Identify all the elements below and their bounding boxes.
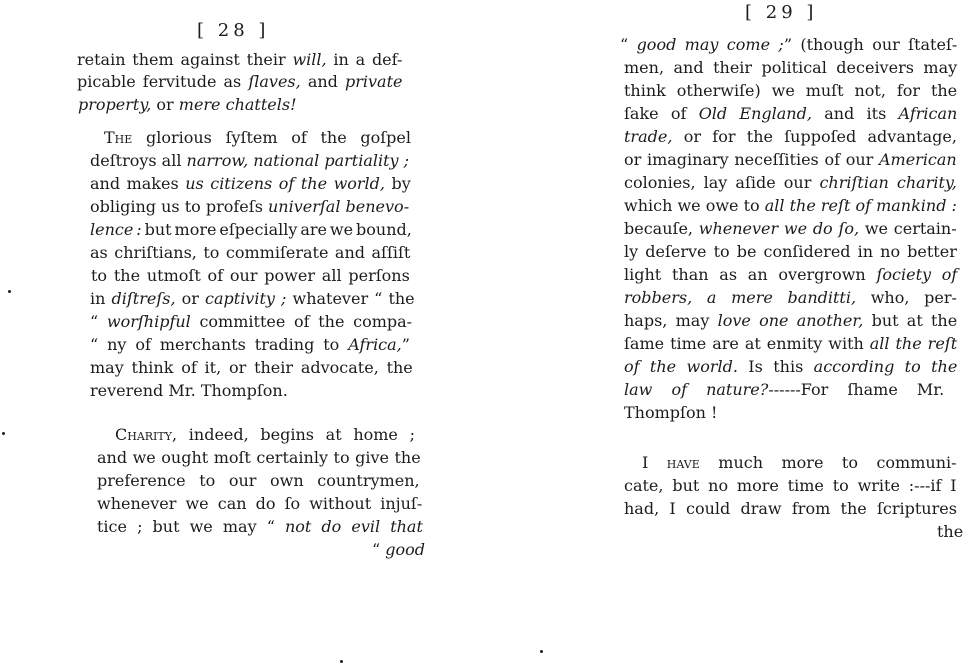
text-run: good — [385, 540, 426, 559]
text-line — [620, 33, 957, 57]
text-line — [97, 492, 422, 516]
page-number: [ 29 ] — [745, 2, 818, 23]
text-run: ſlaves, — [248, 72, 301, 91]
text-run: trade, — [624, 127, 673, 146]
text-line — [77, 48, 402, 72]
text-run: diſtreſs, — [111, 289, 176, 308]
text-line — [624, 56, 957, 80]
text-run: to the utmoſt of our power all perſons — [91, 266, 410, 285]
text-line — [624, 309, 957, 333]
text-run: or for the ſuppoſed advantage, — [672, 127, 957, 146]
text-run: “ — [372, 540, 386, 559]
text-run: we certain- — [859, 219, 957, 238]
text-line — [624, 263, 957, 287]
text-run: cate, but no more time to write :---if I — [624, 476, 957, 495]
text-line — [624, 171, 957, 195]
text-run: committee of the compa- — [190, 312, 413, 331]
text-run: lence : — [90, 220, 142, 239]
text-run: and makes — [90, 174, 186, 193]
text-run: worſhipful — [106, 312, 191, 331]
text-run: who, per- — [856, 288, 957, 307]
text-run: or — [151, 95, 179, 114]
text-run: ſake of — [624, 104, 699, 123]
text-line — [115, 423, 415, 447]
text-run: the — [937, 522, 964, 541]
text-run: The — [104, 128, 133, 147]
text-run: narrow, national partiality ; — [186, 151, 410, 170]
text-run: all the reſt of mankind : — [764, 196, 957, 215]
text-run: reverend Mr. Thompſon. — [90, 381, 288, 400]
text-run: robbers, a mere banditti, — [624, 288, 857, 307]
text-run: but more eſpecially are we bound, — [141, 220, 412, 239]
text-run: captivity ; — [205, 289, 287, 308]
text-run: colonies, lay aſide our — [624, 173, 820, 192]
text-line — [97, 515, 423, 539]
text-line — [90, 172, 411, 196]
text-line — [624, 497, 957, 521]
text-run: us citizens of the world, — [185, 174, 385, 193]
text-run: think otherwiſe) we muſt not, for the — [624, 81, 958, 100]
text-line — [624, 401, 717, 425]
text-run: light than as an overgrown — [624, 265, 877, 284]
text-line — [642, 451, 957, 475]
text-line — [624, 332, 957, 356]
text-line — [624, 194, 957, 218]
text-line — [624, 474, 957, 498]
text-line — [90, 379, 288, 403]
right-page — [490, 0, 980, 670]
text-run: chriſtian charity, — [819, 173, 957, 192]
text-run: Africa, — [348, 335, 402, 354]
text-run: Thompſon ! — [624, 403, 718, 422]
text-line — [90, 287, 415, 311]
text-run: deſtroys all — [90, 151, 187, 170]
text-line — [90, 241, 410, 265]
text-run: ” (though our ſtateſ- — [783, 35, 958, 54]
text-line — [624, 102, 957, 126]
text-line — [624, 125, 957, 149]
text-run: “ — [90, 312, 107, 331]
text-run: ſame time are at enmity with — [624, 334, 870, 353]
text-run: as chriſtians, to commiſerate and aſſiſt — [90, 243, 411, 262]
text-line — [90, 333, 410, 357]
text-run: preference to our own countrymen, — [97, 471, 420, 490]
text-run: Charity, — [115, 425, 178, 444]
text-run: of the world. — [624, 357, 738, 376]
text-run: becauſe, — [624, 219, 699, 238]
text-run: ſociety of — [876, 265, 958, 284]
text-run: haps, may — [624, 311, 718, 330]
text-run: “ ny of merchants trading to — [90, 335, 349, 354]
text-run: love one another, — [717, 311, 864, 330]
text-run: but at the — [863, 311, 958, 330]
text-run: will, — [292, 50, 327, 69]
text-run: good may come ; — [636, 35, 784, 54]
text-line — [90, 218, 412, 242]
text-run: in a def- — [326, 50, 403, 69]
text-line — [90, 195, 409, 219]
text-run: ------For ſhame Mr. — [768, 380, 945, 399]
text-line — [90, 149, 409, 173]
text-run: tice ; but we may “ — [97, 517, 285, 536]
text-run: American — [878, 150, 957, 169]
text-run: according to the — [813, 357, 958, 376]
text-line — [104, 126, 411, 150]
text-run: which we owe to — [624, 196, 765, 215]
text-line — [624, 378, 944, 402]
text-run: whenever we do ſo, — [698, 219, 860, 238]
scan-speck — [540, 650, 543, 653]
text-run: private — [345, 72, 403, 91]
text-line — [624, 240, 957, 264]
text-run: ” — [401, 335, 410, 354]
text-line — [97, 469, 420, 493]
text-run: whatever “ the — [286, 289, 415, 308]
text-run: “ — [620, 35, 637, 54]
text-run: by — [385, 174, 411, 193]
text-run: retain them against their — [77, 50, 293, 69]
text-run: all the reſt — [869, 334, 958, 353]
text-line — [624, 217, 957, 241]
text-run: indeed, begins at home ; — [177, 425, 415, 444]
text-line — [624, 286, 957, 310]
text-run: glorious ſyſtem of the goſpel — [132, 128, 411, 147]
scan-speck — [8, 290, 11, 293]
text-run: had, I could draw from the ſcriptures — [624, 499, 957, 518]
text-run: Is this — [737, 357, 814, 376]
text-run: or — [175, 289, 206, 308]
text-line — [624, 79, 957, 103]
text-run: and — [300, 72, 345, 91]
text-run: ly deſerve to be conſidered in no better — [624, 242, 957, 261]
text-run: property, — [78, 95, 152, 114]
text-line — [372, 538, 425, 562]
text-run: Old England, — [698, 104, 812, 123]
text-line — [90, 310, 412, 334]
text-run: may think of it, or their advocate, the — [90, 358, 413, 377]
scan-speck — [340, 660, 343, 663]
text-run: and we ought moſt certainly to give the — [97, 448, 421, 467]
text-run: whenever we can do ſo without injuſ- — [97, 494, 423, 513]
text-run: univerſal benevo- — [267, 197, 410, 216]
text-line — [78, 93, 297, 117]
text-run: and its — [811, 104, 899, 123]
text-run: I have — [642, 453, 700, 472]
text-line — [77, 70, 402, 94]
text-run: African — [898, 104, 958, 123]
text-line — [91, 264, 410, 288]
scan-speck — [2, 432, 5, 435]
page-number: [ 28 ] — [197, 20, 270, 41]
text-run: much more to communi- — [699, 453, 957, 472]
text-line — [624, 355, 957, 379]
text-run: or imaginary neceſſities of our — [624, 150, 879, 169]
text-run: not do evil that — [284, 517, 423, 536]
text-line — [624, 148, 957, 172]
text-run: picable fervitude as — [77, 72, 249, 91]
text-run: men, and their political deceivers may — [624, 58, 958, 77]
text-run: in — [90, 289, 112, 308]
text-line — [97, 446, 421, 470]
text-run: obliging us to profeſs — [90, 197, 268, 216]
text-line — [90, 356, 413, 380]
text-line — [937, 520, 963, 544]
text-run: law of nature? — [624, 380, 769, 399]
text-run: mere chattels! — [178, 95, 297, 114]
